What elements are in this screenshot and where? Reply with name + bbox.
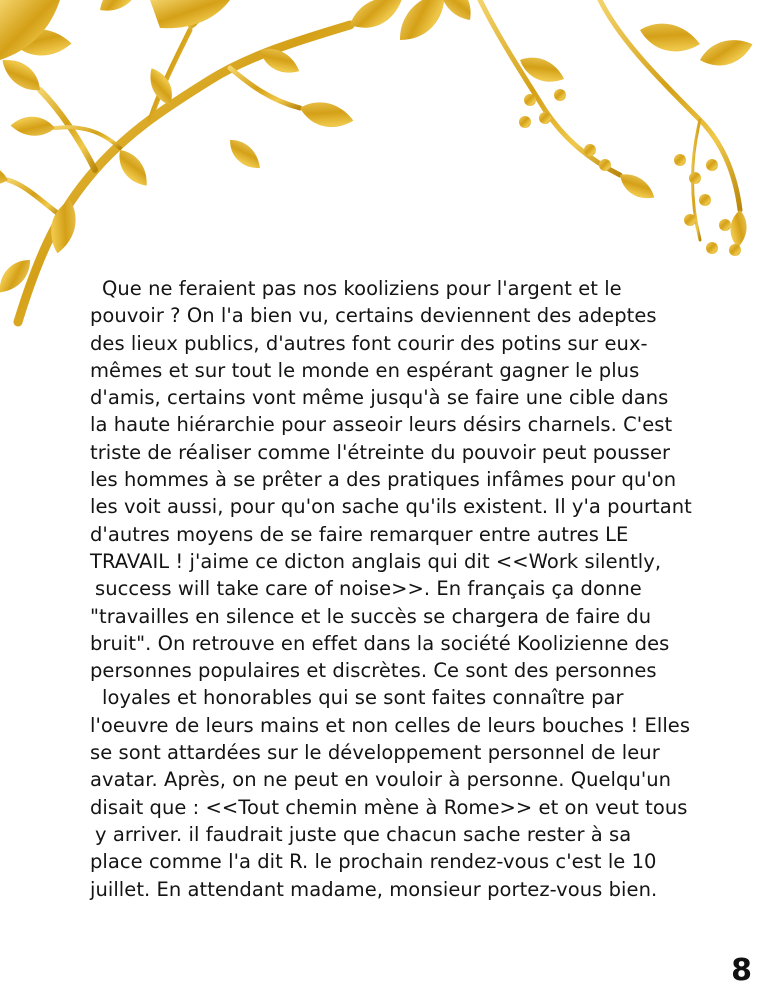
article-line: loyales et honorables qui se sont faites connaître par <box>102 686 624 710</box>
article-line: avatar. Après, on ne peut en vouloir à personne. Quelqu'un <box>90 768 672 792</box>
article-line: place comme l'a dit R. le prochain rendez-vous c'est le 10 <box>90 850 657 874</box>
article-line: la haute hiérarchie pour asseoir leurs désirs charnels. C'est <box>90 413 673 437</box>
article-line: les voit aussi, pour qu'on sache qu'ils existent. Il y'a pourtant <box>90 495 692 519</box>
article-line: juillet. En attendant madame, monsieur portez-vous bien. <box>90 877 658 901</box>
article-line: bruit". On retrouve en effet dans la société Koolizienne des <box>90 631 670 655</box>
article-line: disait que : <<Tout chemin mène à Rome>> et on veut tous <box>90 795 688 819</box>
article-line: "travailles en silence et le succès se chargera de faire du <box>90 604 652 628</box>
article-line: success will take care of noise>>. En français ça donne <box>95 577 642 601</box>
article-line: se sont attardées sur le développement personnel de leur <box>90 741 660 765</box>
article-line: les hommes à se prêter a des pratiques infâmes pour qu'on <box>90 468 677 492</box>
article-line: triste de réaliser comme l'étreinte du pouvoir peut pousser <box>90 440 671 464</box>
article-line: d'amis, certains vont même jusqu'à se faire une cible dans <box>90 386 669 410</box>
article-line: personnes populaires et discrètes. Ce sont des personnes <box>90 659 657 683</box>
article-body <box>90 275 750 903</box>
article-line: l'oeuvre de leurs mains et non celles de leurs bouches ! Elles <box>90 713 691 737</box>
page-number: 8 <box>731 953 752 988</box>
article-line: y arriver. il faudrait juste que chacun sache rester à sa <box>95 822 632 846</box>
article-line: pouvoir ? On l'a bien vu, certains deviennent des adeptes <box>90 304 657 328</box>
article-line: d'autres moyens de se faire remarquer entre autres LE <box>90 522 629 546</box>
article-line: Que ne feraient pas nos kooliziens pour l'argent et le <box>102 277 622 300</box>
article-line: des lieux publics, d'autres font courir des potins sur eux- <box>90 331 648 355</box>
article-line: TRAVAIL ! j'aime ce dicton anglais qui dit <<Work silently, <box>90 549 662 573</box>
article-line: mêmes et sur tout le monde en espérant gagner le plus <box>90 358 640 382</box>
